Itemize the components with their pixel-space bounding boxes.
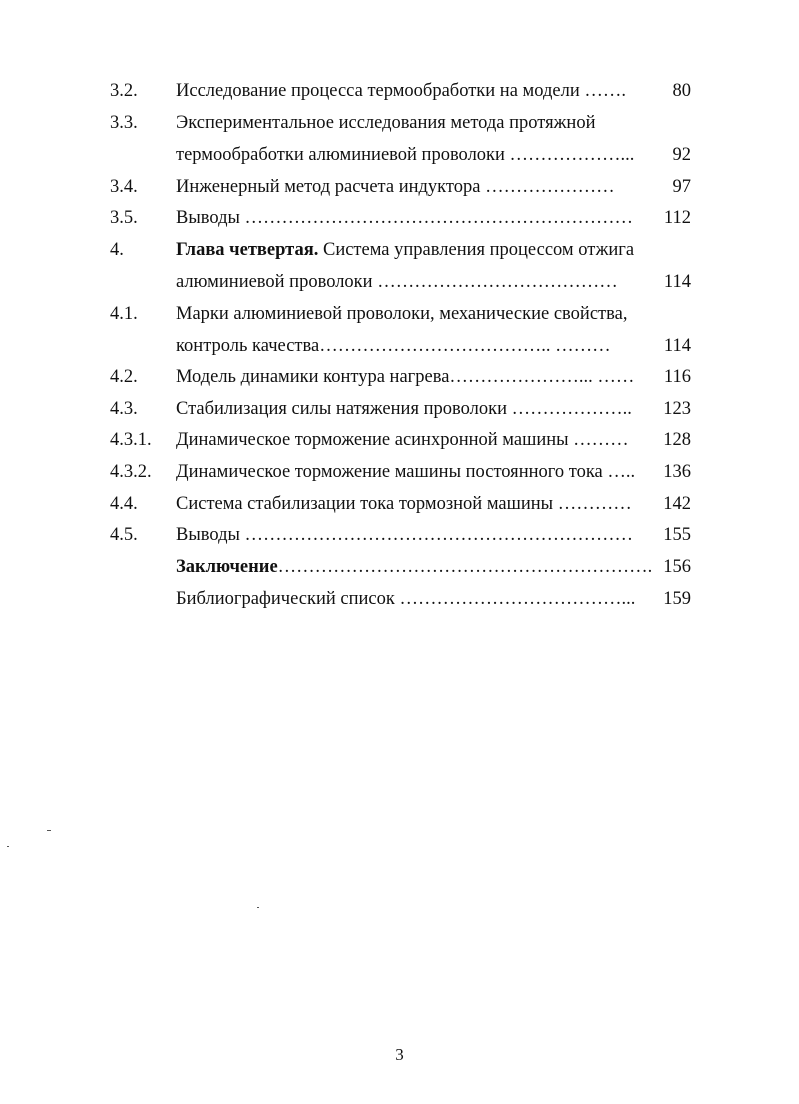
toc-entry-title: Библиографический список ………………………………... — [176, 589, 636, 609]
toc-entry-number: 4.1. — [110, 304, 138, 324]
toc-entry-page: 97 — [672, 177, 691, 197]
toc-entry-title: Выводы ……………………………………………………… — [176, 208, 634, 228]
toc-entry-4-2 — [0, 362, 799, 392]
toc-entry-number: 4.2. — [110, 367, 138, 387]
conclusion-heading: Заключение — [176, 557, 278, 577]
toc-entry-title: Модель динамики контура нагрева…………………... …… — [176, 367, 635, 387]
toc-entry-4-5 — [0, 520, 799, 550]
toc-entry-4-3-1 — [0, 425, 799, 455]
toc-entry-4-continuation — [0, 267, 799, 297]
chapter-title-text: Система управления процессом отжига — [318, 240, 635, 260]
toc-entry-number: 4. — [110, 240, 124, 260]
toc-entry-page: 112 — [663, 208, 691, 228]
toc-entry-page: 155 — [663, 525, 691, 545]
toc-entry-page: 142 — [663, 494, 691, 514]
toc-entry-bibliography — [0, 584, 799, 614]
toc-entry-title-continuation: алюминиевой проволоки ………………………………… — [176, 272, 618, 292]
toc-entry-3-3-continuation — [0, 140, 799, 170]
toc-entry-page: 92 — [672, 145, 691, 165]
scan-speck — [7, 846, 9, 847]
toc-entry-3-2 — [0, 76, 799, 106]
toc-entry-4-1 — [0, 299, 799, 329]
toc-entry-4 — [0, 235, 799, 265]
toc-entry-title: Выводы ……………………………………………………… — [176, 525, 634, 545]
toc-entry-4-3 — [0, 394, 799, 424]
toc-entry-number: 4.5. — [110, 525, 138, 545]
toc-entry-title: Стабилизация силы натяжения проволоки ……………….. — [176, 399, 632, 419]
toc-entry-title: Экспериментальное исследования метода протяжной — [176, 113, 596, 133]
toc-entry-number: 3.5. — [110, 208, 138, 228]
toc-leader-dots: ……………………………………………………. — [277, 557, 653, 577]
toc-entry-title: Исследование процесса термообработки на модели ……. — [176, 81, 626, 101]
toc-entry-4-1-continuation — [0, 331, 799, 361]
toc-entry-number: 4.3.1. — [110, 430, 152, 450]
scan-speck — [47, 830, 51, 831]
toc-entry-page: 80 — [672, 81, 691, 101]
toc-entry-3-5 — [0, 203, 799, 233]
toc-entry-title: Система стабилизации тока тормозной машины ………… — [176, 494, 632, 514]
toc-entry-title — [176, 235, 634, 265]
toc-entry-page: 123 — [663, 399, 691, 419]
scan-speck — [257, 907, 259, 908]
toc-entry-4-3-2 — [0, 457, 799, 487]
toc-entry-conclusion — [0, 552, 799, 582]
toc-entry-page: 114 — [663, 272, 691, 292]
toc-entry-4-4 — [0, 489, 799, 519]
toc-entry-number: 4.4. — [110, 494, 138, 514]
toc-entry-number: 4.3. — [110, 399, 138, 419]
toc-entry-title-continuation: термообработки алюминиевой проволоки ………………... — [176, 145, 635, 165]
toc-entry-number: 3.2. — [110, 81, 138, 101]
toc-entry-title: Инженерный метод расчета индуктора ………………… — [176, 177, 615, 197]
toc-entry-3-4 — [0, 172, 799, 202]
toc-entry-title — [176, 552, 652, 582]
toc-entry-number: 3.4. — [110, 177, 138, 197]
toc-entry-page: 136 — [663, 462, 691, 482]
toc-entry-page: 159 — [663, 589, 691, 609]
toc-entry-title: Динамическое торможение асинхронной машины ……… — [176, 430, 629, 450]
page-number: 3 — [395, 1045, 404, 1064]
toc-entry-title-continuation: контроль качества……………………………….. ……… — [176, 336, 611, 356]
toc-entry-page: 116 — [663, 367, 691, 387]
toc-entry-number: 4.3.2. — [110, 462, 152, 482]
toc-entry-page: 114 — [663, 336, 691, 356]
toc-entry-page: 128 — [663, 430, 691, 450]
toc-entry-title: Марки алюминиевой проволоки, механические свойства, — [176, 304, 628, 324]
toc-entry-page: 156 — [663, 557, 691, 577]
toc-entry-title: Динамическое торможение машины постоянного тока ….. — [176, 462, 636, 482]
toc-entry-3-3 — [0, 108, 799, 138]
chapter-heading: Глава четвертая. — [176, 240, 319, 260]
toc-entry-number: 3.3. — [110, 113, 138, 133]
